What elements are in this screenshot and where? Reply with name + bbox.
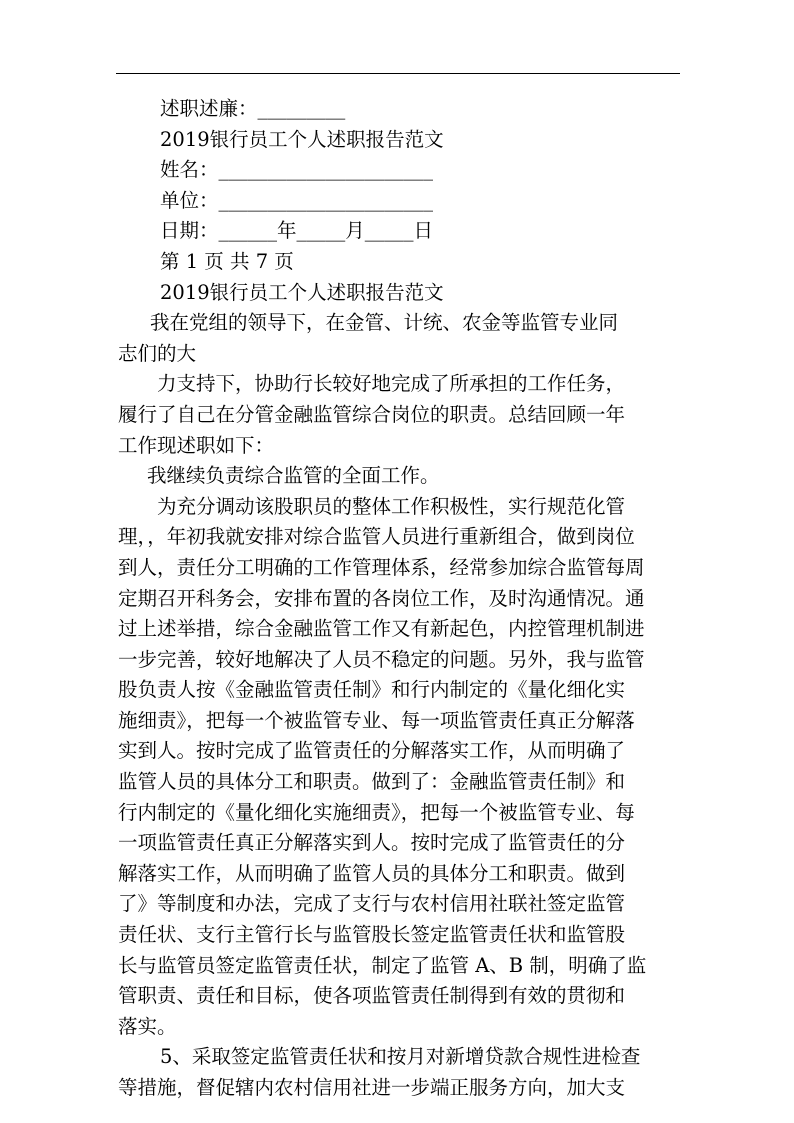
recital-label: 述职述廉：_________: [160, 97, 346, 120]
page-indicator: 第 1 页 共 7 页: [160, 249, 294, 273]
paragraph-line: 一项监管责任真正分解落实到人。按时完成了监管责任的分: [118, 831, 626, 855]
unit-field-line: 单位：______________________: [160, 188, 434, 212]
paragraph-line: 解落实工作，从而明确了监管人员的具体分工和职责。做到: [118, 861, 626, 885]
paragraph-line: 志们的大: [118, 341, 197, 365]
header-rule: [116, 73, 680, 74]
paragraph-line: 为充分调动该股职员的整体工作积极性，实行规范化管: [157, 494, 626, 518]
paragraph-line: 5、采取签定监管责任状和按月对新增贷款合规性进检查: [160, 1045, 641, 1069]
paragraph-line: 了》等制度和办法，完成了支行与农村信用社联社签定监管: [118, 892, 626, 916]
paragraph-line: 我在党组的领导下，在金管、计统、农金等监管专业同: [150, 311, 619, 335]
date-field-line: 日期：______年_____月_____日: [160, 219, 434, 243]
paragraph-line: 管职责、责任和目标，使各项监管责任制得到有效的贯彻和: [118, 984, 626, 1008]
paragraph-line: 过上述举措，综合金融监管工作又有新起色，内控管理机制进: [118, 617, 645, 641]
paragraph-line: 长与监管员签定监管责任状，制定了监管 A、B 制，明确了监: [118, 953, 647, 977]
paragraph-line: 责任状、支行主管行长与监管股长签定监管责任状和监管股: [118, 923, 626, 947]
paragraph-line: 监管人员的具体分工和职责。做到了：金融监管责任制》和: [118, 770, 626, 794]
paragraph-line: 落实。: [118, 1014, 177, 1038]
paragraph-line: 到人，责任分工明确的工作管理体系，经常参加综合监管每周: [118, 555, 645, 579]
paragraph-line: 我继续负责综合监管的全面工作。: [147, 464, 440, 488]
paragraph-line: 工作现述职如下：: [118, 433, 275, 457]
paragraph-line: 行内制定的《量化细化实施细责》，把每一个被监管专业、每: [118, 800, 635, 824]
paragraph-line: 股负责人按《金融监管责任制》和行内制定的《量化细化实: [118, 678, 626, 702]
name-field-line: 姓名：______________________: [160, 158, 434, 182]
paragraph-line: 理，，年初我就安排对综合监管人员进行重新组合，做到岗位: [118, 525, 635, 549]
paragraph-line: 实到人。按时完成了监管责任的分解落实工作，从而明确了: [118, 739, 626, 763]
report-title: 2019银行员工个人述职报告范文: [160, 280, 444, 304]
paragraph-line: 等措施，督促辖内农村信用社进一步端正服务方向，加大支: [118, 1076, 626, 1099]
paragraph-line: 定期召开科务会，安排布置的各岗位工作，及时沟通情况。通: [118, 586, 645, 610]
document-body: [118, 94, 678, 1104]
paragraph-line: 施细责》，把每一个被监管专业、每一项监管责任真正分解落: [118, 708, 635, 732]
paragraph-line: 一步完善，较好地解决了人员不稳定的问题。另外，我与监管: [118, 647, 645, 671]
paragraph-line: 履行了自己在分管金融监管综合岗位的职责。总结回顾一年: [118, 402, 626, 426]
document-title: 2019银行员工个人述职报告范文: [160, 127, 444, 151]
paragraph-line: 力支持下，协助行长较好地完成了所承担的工作任务，: [157, 372, 626, 396]
